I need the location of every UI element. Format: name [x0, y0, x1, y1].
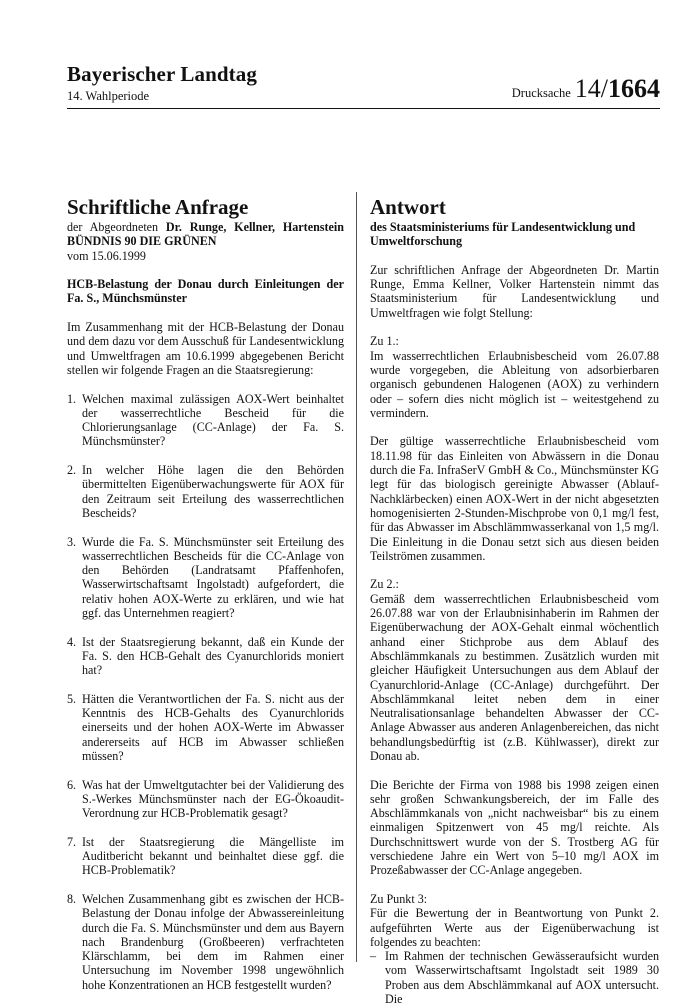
question-text: Ist der Staatsregierung bekannt, daß ein Kunde der Fa. S. den HCB-Gehalt des Cyanurchlorids moniert hat? [82, 634, 344, 678]
column-divider [356, 192, 357, 962]
answer-2-label: Zu 2.: [370, 577, 399, 592]
question-number: 3. [67, 534, 77, 549]
question-item [67, 892, 344, 992]
question-text: Wurde die Fa. S. Münchsmünster seit Erteilung des wasserrechtlichen Bescheids für die CC-Anlage von den Behörden (Landratsamt Pfaffenhofen, Wasserwirtschaftsamt Ingolstadt) aufgefordert, die relativ hohen AOX-Werte zu erklären, und wie hat ggf. das Unternehmen reagiert? [82, 534, 344, 621]
right-column [370, 195, 659, 1006]
answer-2-paragraph: Die Berichte der Firma von 1988 bis 1998 zeigen einen sehr großen Schwankungsbereich, der im Falle des Abschlämmkanals von „nicht nachweisbar“ bis zu einem einmaligen Spitzenwert von 45 mg/l reichte. Als Durchschnittswert wurde von der S. Trostberg AG für verschiedene Jahre ein Wert von 5–10 mg/l AOX im Prozeßabwasser der CC-Anlage angegeben. [370, 777, 659, 878]
header-title: Bayerischer Landtag [67, 62, 257, 86]
question-item [67, 392, 344, 449]
dash-marker: – [370, 949, 377, 964]
question-number: 6. [67, 777, 77, 792]
answer-1-paragraph: Der gültige wasserrechtliche Erlaubnisbescheid vom 18.11.98 für das Einleiten von Abwässern in die Donau durch die Fa. InfraSerV GmbH & Co., Münchsmünster KG legt für das biologisch gereinigte Abwasser (Ablauf-Nachklärbecken) einen AOX-Wert in der nicht abgesetzten homogenisierten 2-Stunden-Mischprobe von 0,1 mg/l fest, für das Abwasser im Abschlämmwasserkanal von 1,5 mg/l. Die Einleitung in die Donau setzt sich aus diesen beiden Teilströmen zusammen. [370, 434, 659, 563]
question-list [67, 392, 344, 992]
answer-heading: Antwort [370, 195, 446, 219]
authors-prefix: der Abgeordneten [67, 220, 159, 234]
header-period: 14. Wahlperiode [67, 89, 150, 103]
question-text: Welchen maximal zulässigen AOX-Wert beinhaltet der wasserrechtliche Bescheid für die Chlorierungsanlage (CC-Anlage) der Fa. S. Münchsmünster? [82, 391, 344, 449]
answer-3-label: Zu Punkt 3: [370, 891, 428, 906]
question-intro: Im Zusammenhang mit der HCB-Belastung der Donau und dem dazu vor dem Ausschuß für Landesentwicklung und Umweltfragen am 10.6.1999 abgegebenen Bericht stellen wir folgende Fragen an die Staatsregierung: [67, 320, 344, 377]
question-number: 1. [67, 391, 77, 406]
question-item [67, 778, 344, 821]
question-item [67, 463, 344, 520]
question-date: vom 15.06.1999 [67, 248, 146, 263]
answer-1-paragraph: Im wasserrechtlichen Erlaubnisbescheid vom 26.07.88 wurde vorgegeben, die Ableitung von adsorbierbaren organisch gebundenen Halogenen (AOX) zu verhindern oder – sofern dies nicht möglich ist – weitestgehend zu vermindern. [370, 348, 659, 420]
question-number: 2. [67, 463, 77, 478]
question-number: 8. [67, 891, 77, 906]
drucksache-number [512, 74, 660, 104]
bullet-text: Im Rahmen der technischen Gewässeraufsicht wurden vom Wasserwirtschaftsamt Ingolstadt seit 1989 30 Proben aus dem Abschlämmkanal auf AOX untersucht. Die [385, 949, 659, 1006]
question-item [67, 692, 344, 763]
drucksache-doc-number: 1664 [608, 74, 660, 103]
party: BÜNDNIS 90 DIE GRÜNEN [67, 234, 217, 249]
question-subject: HCB-Belastung der Donau durch Einleitungen der Fa. S., Münchsmünster [67, 277, 344, 306]
question-number: 4. [67, 634, 77, 649]
header-rule [67, 108, 660, 109]
question-number: 7. [67, 834, 77, 849]
answer-1-label: Zu 1.: [370, 334, 399, 349]
question-item [67, 635, 344, 678]
answer-3-paragraph: Für die Bewertung der in Beantwortung von Punkt 2. aufgeführten Werte aus der Eigenüberwachung ist folgendes zu beachten: [370, 906, 659, 949]
question-text: Was hat der Umweltgutachter bei der Validierung des S.-Werkes Münchsmünster nach der EG-Ökoaudit-Verordnung zur HCB-Problematik gesagt? [82, 777, 344, 821]
authors-line [67, 220, 344, 234]
question-text: In welcher Höhe lagen die den Behörden übermittelten Eigenüberwachungswerte für AOX für den Zeitraum seit Erteilung des wasserrechtlichen Bescheids? [82, 463, 344, 520]
left-column [67, 195, 344, 1006]
question-text: Hätten die Verantwortlichen der Fa. S. nicht aus der Kenntnis des HCB-Gehalts des Cyanurchlorids einerseits und der hohen AOX-Werte im Abwasser andererseits auf HCB im Abwasser schließen müssen? [82, 691, 344, 763]
question-item [67, 535, 344, 621]
drucksache-period-number: 14/ [574, 74, 608, 103]
answer-intro: Zur schriftlichen Anfrage der Abgeordneten Dr. Martin Runge, Emma Kellner, Volker Hartenstein nimmt das Staatsministerium für Landesentwicklung und Umweltfragen wie folgt Stellung: [370, 262, 659, 320]
answer-2-paragraph: Gemäß dem wasserrechtlichen Erlaubnisbescheid vom 26.07.88 war von der Erlaubnisinhaberin im Rahmen der Eigenüberwachung der AOX-Gehalt einmal wöchentlich anhand einer Stichprobe aus dem Ablauf des Abschlämmkanals zu bestimmen. Zusätzlich wurden mit gleicher Häufigkeit Untersuchungen aus dem Ablauf der Cyanurchlorid-Anlage (CC-Anlage) durchgeführt. Der Abschlämmkanal leitet neben dem in einer Neutralisationsanlage behandelten Abwasser der CC-Anlage Abwasser aus anderen Anlagenbereichen, das nicht behandlungsbedürftig ist (z.B. Kühlwasser), direkt zur Donau ab. [370, 591, 659, 763]
authors-names: Dr. Runge, Kellner, Hartenstein [165, 220, 344, 234]
question-heading: Schriftliche Anfrage [67, 195, 249, 219]
question-number: 5. [67, 691, 77, 706]
answer-3-bullet [370, 949, 659, 1006]
question-text: Ist der Staatsregierung die Mängelliste im Auditbericht bekannt und beinhaltet diese ggf. die HCB-Problematik? [82, 834, 344, 878]
question-item [67, 835, 344, 878]
drucksache-label: Drucksache [511, 86, 571, 100]
answer-subheading: des Staatsministeriums für Landesentwicklung und Umweltforschung [370, 220, 636, 249]
question-text: Welchen Zusammenhang gibt es zwischen der HCB-Belastung der Donau infolge der Abwassereinleitung durch die Fa. S. Münchsmünster und dem aus Bayern nach Brandenburg (Großbeeren) verfrachteten Klärschlamm, bei dem im Rahmen einer Untersuchung im November 1998 ungewöhnlich hohe Konzentrationen an HCB festgestellt wurden? [82, 891, 344, 992]
